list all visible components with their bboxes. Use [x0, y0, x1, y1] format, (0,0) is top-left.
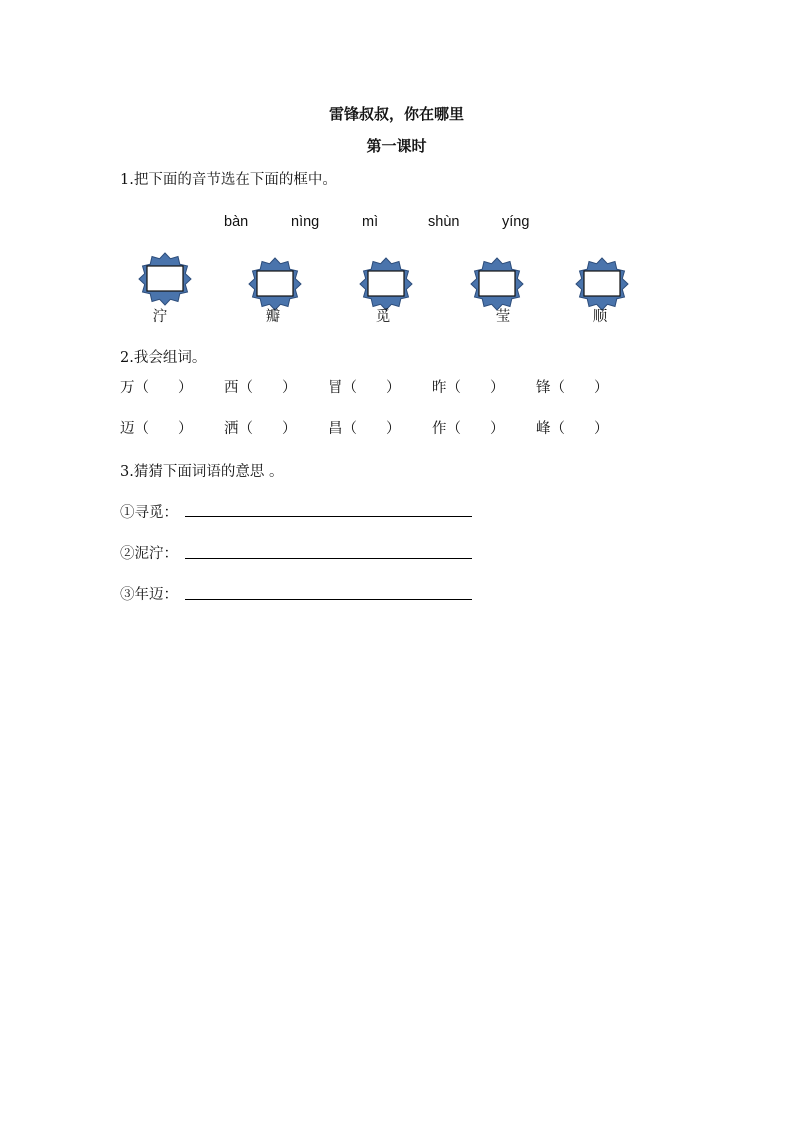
pinyin-syllable: yíng [502, 214, 530, 230]
word-building-row [120, 417, 640, 438]
lesson-subtitle: 第一课时 [366, 137, 427, 155]
answer-box[interactable] [479, 271, 515, 296]
question-2-prompt: 2.我会组词。 [120, 350, 207, 366]
answer-box[interactable] [147, 266, 183, 291]
pinyin-syllable: bàn [224, 214, 249, 230]
pinyin-syllable: nìng [291, 214, 320, 230]
answer-box[interactable] [584, 271, 620, 296]
meaning-item-label: ②泥泞： [120, 546, 178, 562]
word-building-row [120, 376, 640, 397]
word-blank[interactable]: 洒（ ） [224, 421, 297, 437]
word-blank[interactable]: 峰（ ） [536, 421, 609, 437]
word-blank[interactable]: 锋（ ） [536, 380, 609, 396]
answer-box[interactable] [257, 271, 293, 296]
hanzi-character: 觅 [375, 309, 391, 325]
answer-badge[interactable] [574, 256, 630, 312]
word-blank[interactable]: 西（ ） [224, 380, 297, 396]
word-blank[interactable]: 昌（ ） [328, 421, 401, 437]
pinyin-syllable: shùn [428, 214, 460, 230]
meaning-item-label: ①寻觅： [120, 505, 178, 521]
word-blank[interactable]: 冒（ ） [328, 380, 401, 396]
answer-badge[interactable] [137, 251, 193, 307]
hanzi-character: 瓣 [265, 309, 281, 325]
hanzi-character: 莹 [495, 309, 511, 325]
answer-line[interactable] [185, 516, 472, 517]
meaning-item-label: ③年迈： [120, 587, 178, 603]
word-blank[interactable]: 作（ ） [432, 421, 505, 437]
answer-line[interactable] [185, 558, 472, 559]
pinyin-syllable: mì [362, 214, 379, 230]
hanzi-character: 顺 [592, 309, 608, 325]
answer-badge[interactable] [469, 256, 525, 312]
question-3-prompt: 3.猜猜下面词语的意思 。 [120, 464, 284, 480]
word-blank[interactable]: 万（ ） [120, 380, 193, 396]
answer-line[interactable] [185, 599, 472, 600]
answer-badge[interactable] [358, 256, 414, 312]
hanzi-character: 泞 [152, 309, 168, 325]
worksheet-title: 雷锋叔叔，你在哪里 [328, 105, 464, 123]
answer-box[interactable] [368, 271, 404, 296]
question-1-prompt: 1.把下面的音节选在下面的框中。 [120, 172, 337, 188]
answer-badge[interactable] [247, 256, 303, 312]
word-blank[interactable]: 迈（ ） [120, 421, 193, 437]
word-blank[interactable]: 昨（ ） [432, 380, 505, 396]
